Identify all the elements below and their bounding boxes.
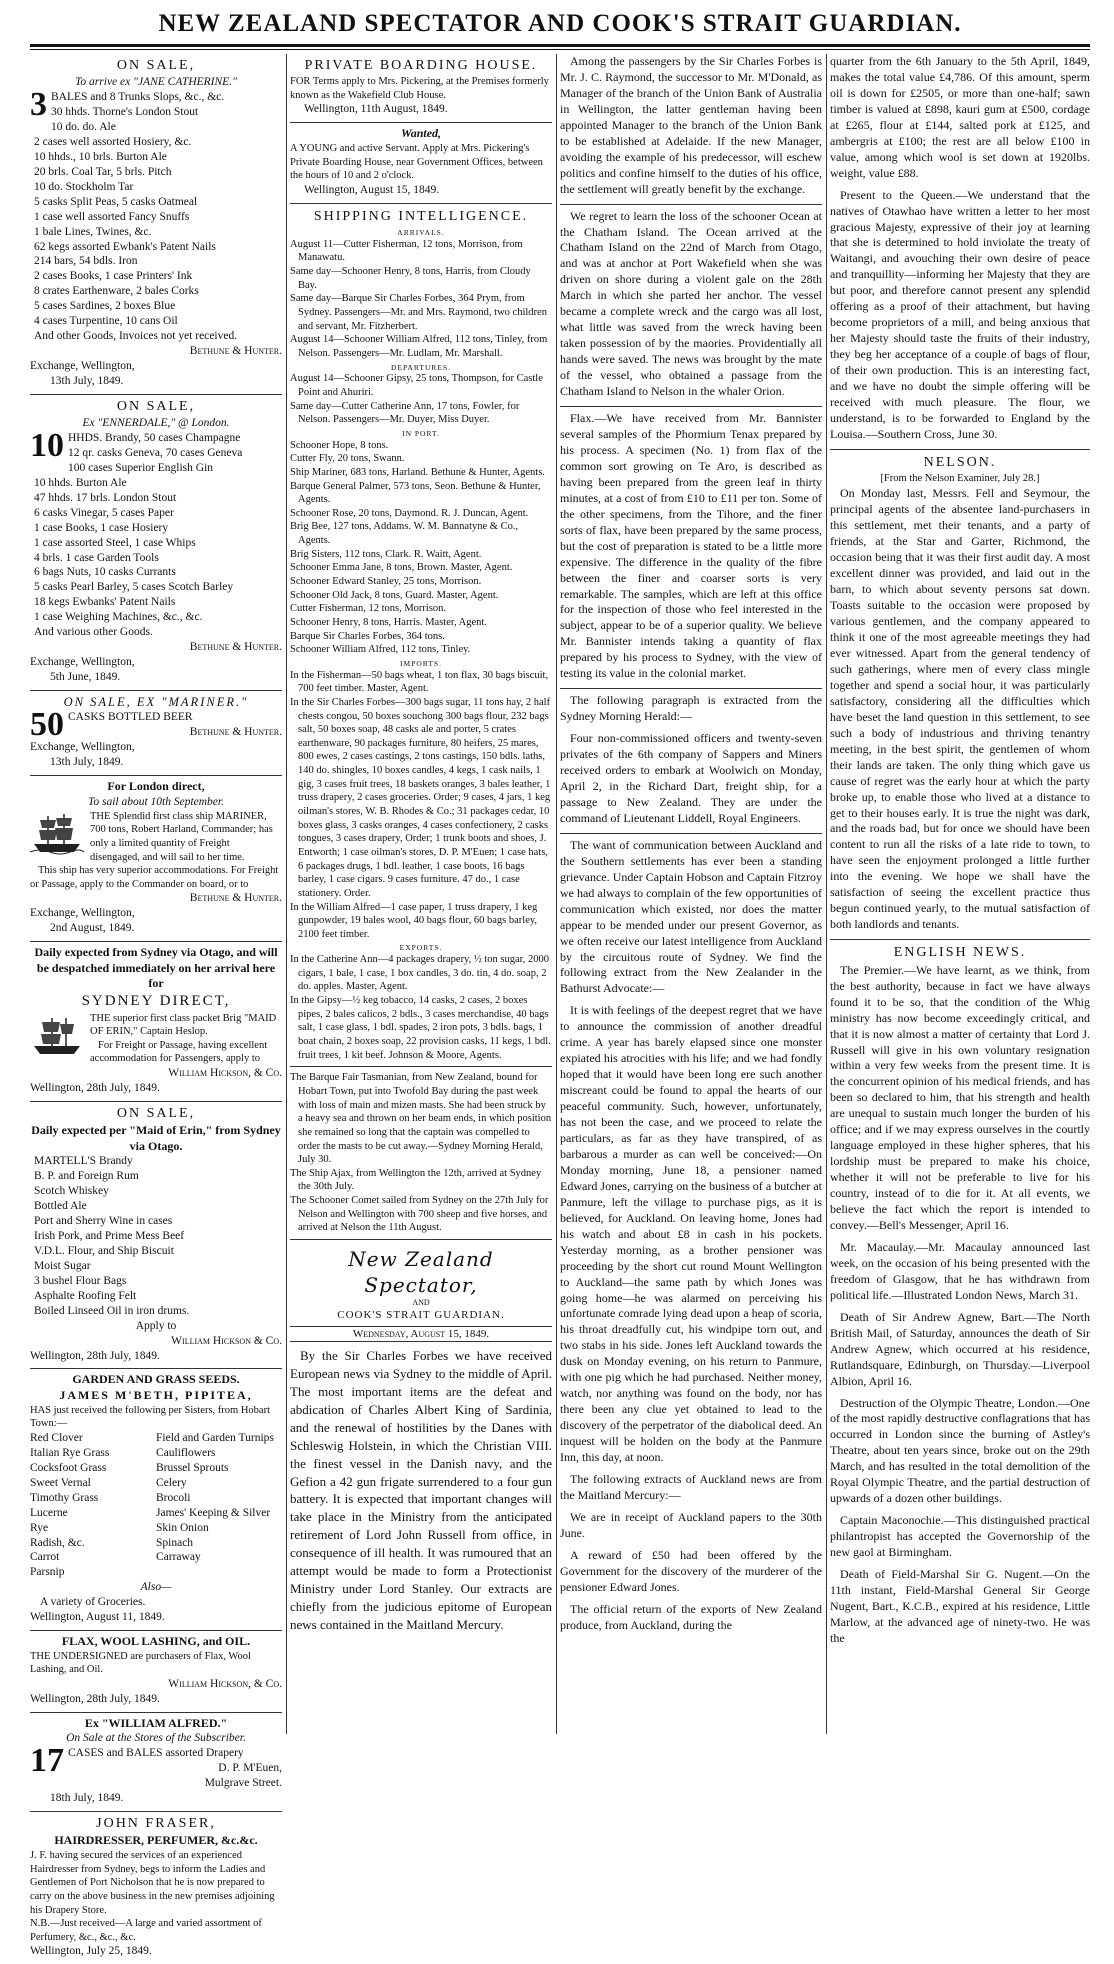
list-item: Schooner Rose, 20 tons, Daymond. R. J. Duncan, Agent. xyxy=(290,507,529,519)
advert-signature: Bethune & Hunter. xyxy=(189,726,282,739)
list-item: In the Sir Charles Forbes—300 bags sugar, 11 tons hay, 2 half chests congou, 50 boxes souchong 300 bags flour, 232 bags salt, 50 boxes soap, 48 casks ale and porter, 5 crates earthenware, 90 packages furniture, 80 heifers, 25 mares, 800 ewes, 2 cases castings, 2 tons castings, 150 bdls. laths, 140 do. shingles, 10 boxes candles, 4 kegs, 1 cask nails, 1 gig, 3 cases fruit trees, 18 baskets oranges, 3 bales leather, 1 truss drapery, 2 cases groceries. Order; 9 cases, 4 jars, 1 keg oilman's stores, W. B. Rhodes & Co.; 31 packages cedar, 10 boxes glass, 3 casks oranges, 4 cases confectionery, 2 casks tongues, 3 cases drapery, Order; 1 trunk boots and shoes, J. Entworth; 1 case oilman's stores, D. P. M'Euen; 1 case hats, 6 packages drugs, 1 bdl. leather, 1 case boots, 16 bags barley, 1 case cigars. 9 cases furniture. 47 do., 1 case stationery. Order. xyxy=(290,696,551,899)
list-item: BALES and 8 Trunks Slops, &c., &c. xyxy=(51,91,225,104)
seed-name: Rye xyxy=(30,1521,49,1534)
advert-line: CASES and BALES assorted Drapery xyxy=(68,1747,244,1760)
seed-row xyxy=(30,1476,282,1491)
list-item: 6 bags Nuts, 10 casks Currants xyxy=(34,566,176,579)
article-paragraph: It is with feelings of the deepest regret that we have to announce the commission of another dreadful crime. A year has barely elapsed since one monster expiated his atrocities with his life; and we had fondly hoped that it would have been long ere such another miscreant could be found to appal the hearts of our peaceful community. Such, however, unfortunately, has not been the case, and we proceed to relate the particulars, as far as they have transpired, of as barbarous a murder as can well be conceived:—On Monday morning, June 18, a pensioner named Edward Jones, carrying on the business of a butcher at Panmure, left the village to purchase pigs, as it is believed, for Auckland. On leaving home, Jones had his watch and about £8 in cash in his pockets. Yesterday morning, as a brother pensioner was proceeding by the short cut round Mount Wellington to Auckland—the same path by which Jones was going home—he was alarmed on perceiving his unfortunate comrade lying dead upon a heap of scoria, his throat dreadfully cut, his windpipe torn out, and two stabs in his side. Jones left Auckland towards the dusk on Monday evening, on his return to Panmure, with one pig which he had purchased. Neither money, watch, nor anything was found on the body, nor has there been any clue yet obtained to lead to the discovery of the perpetrator of the diabolical deed. An inquest will be holden on the body at the Panmure Inn, this day, at noon. xyxy=(560,1003,822,1465)
article-paragraph: Four non-commissioned officers and twenty-seven privates of the 6th company of Sappers and Miners received orders to embark at Woolwich on Monday, April 2, in the Richard Dart, freight ship, for a passage to New Zealand. They are under the command of Lieutenant Liddell, Royal Engineers. xyxy=(560,731,822,825)
shipping-notes xyxy=(290,1071,552,1235)
article-paragraph: Present to the Queen.—We understand that the natives of Otawhao have written a letter to her most gracious Majesty, expressive of their joy at learning that she is determined to hold inviolate the treaty of Waitangi, and avouching their own desire of peace and tranquillity—informing her Majesty that they are but poor, and therefore cannot present any splendid offering as a proof of their attachment, but having become proprietors of a mill, and being anxious that her Majesty should taste the fruits of their industry, they beg her acceptance of a couple of bags of flour, of their own production. This is an interesting fact, and we have no doubt the simple offering will be received with much pleasure. The flour, we understand, is to be forwarded to England by the Louisa.—Southern Cross, June 30. xyxy=(830,187,1090,441)
advert-title: JOHN FRASER, xyxy=(96,1816,216,1832)
departures-list xyxy=(290,372,552,427)
advert-place: Exchange, Wellington, xyxy=(30,656,135,669)
list-item: 62 kegs assorted Ewbank's Patent Nails xyxy=(34,240,216,253)
advert-boarding-house xyxy=(290,54,552,123)
list-item: Same day—Schooner Henry, 8 tons, Harris, from Cloudy Bay. xyxy=(290,266,531,291)
paper-name: New Zealand Spectator, xyxy=(348,1247,494,1297)
article-paragraph: On Monday last, Messrs. Fell and Seymour, the principal agents of the absentee land-purchasers in this settlement, met their tenants, and a party of friends, at the Star and Garter, Richmond, the occasion being that it was their first audit day. A most excellent dinner was provided, and laid out in the barn, to which about seventy persons sat down. Toasts suitable to the occasion were proposed by various gentlemen, and the company appeared to think it one of the most agreeable meetings they had ever witnessed. Apart from the general tendency of such gatherings, where men of every class mingle together and spend a social hour, it was particularly satisfactory, considering all the difficulties which have beset the land question in this settlement, to see such a body of industrious and thriving tenantry meeting, in the best spirit, the gentlemen of whom their lands are taken. The only thing which gave us cause of regret was the early hour at which the party broke up, to enable those who lived at a distance to get to their houses early. It is true the night was dark, and the roads bad, but for once we should have been content to run all the risks of a late ride to town, to have seen the enjoyment prolonged a little further into the evening. We hope we shall have the satisfaction of seeing the excellent practice thus begun continued yearly, to the mutual satisfaction of both landlords and tenants. xyxy=(830,486,1090,932)
advert-subtitle: To arrive ex "JANE CATHERINE." xyxy=(75,76,237,89)
advert-jane-catherine xyxy=(30,54,282,395)
article-paragraph: Destruction of the Olympic Theatre, London.—One of the most rapidly destructive conflagrations that has occurred in London since the burning of Astley's Theatre, about ten years since, broke out on the 29th March, and has resulted in the total demolition of the Royal Olympic Theatre, and the partial destruction of upwards of a dozen other buildings. xyxy=(830,1395,1090,1506)
goods-list xyxy=(30,1154,282,1318)
advert-date: Wellington, August 15, 1849. xyxy=(304,183,440,196)
article-paragraph: Captain Maconochie.—This distinguished practical philantropist has accepted the Governorship of the new gaol at Birmingham. xyxy=(830,1513,1090,1560)
advert-signature: Bethune & Hunter. xyxy=(189,892,282,905)
seed-row xyxy=(30,1550,282,1565)
seed-list xyxy=(30,1431,282,1580)
subsection-title: IMPORTS. xyxy=(400,658,442,668)
list-item: 214 bars, 54 bdls. Iron xyxy=(34,255,138,268)
masthead-rule xyxy=(30,44,1090,50)
column-2 xyxy=(290,54,552,1734)
column-rule xyxy=(286,54,287,1734)
seed-name: Red Clover xyxy=(30,1431,83,1444)
list-item: Schooner Edward Stanley, 25 tons, Morrison. xyxy=(290,576,482,588)
divider xyxy=(830,939,1090,940)
list-item: 1 bale Lines, Twines, &c. xyxy=(34,225,152,238)
article-paragraph: The following paragraph is extracted from the Sydney Morning Herald:— xyxy=(560,693,822,724)
seed-name: Cocksfoot Grass xyxy=(30,1461,107,1474)
seed-name: Timothy Grass xyxy=(30,1491,99,1504)
advert-number: 3 xyxy=(30,86,47,124)
advert-subtitle: Ex "ENNERDALE," @ London. xyxy=(82,417,230,430)
list-item: Brig Sisters, 112 tons, Clark. R. Waitt, Agent. xyxy=(290,548,482,560)
subsection-title: IN PORT. xyxy=(402,428,440,438)
seed-row xyxy=(30,1565,282,1580)
advert-place: Mulgrave Street. xyxy=(204,1777,282,1790)
divider xyxy=(290,1066,552,1067)
advert-title: PRIVATE BOARDING HOUSE. xyxy=(304,58,538,73)
list-item: 10 hhds. Burton Ale xyxy=(34,476,127,489)
advert-maid-of-erin xyxy=(30,1102,282,1370)
list-item: V.D.L. Flour, and Ship Biscuit xyxy=(34,1244,174,1257)
advert-body-2: N.B.—Just received—A large and varied assortment of Perfumery, &c., &c., &c. xyxy=(30,1918,262,1943)
list-item: Asphalte Roofing Felt xyxy=(34,1289,137,1302)
advert-signature: Bethune & Hunter. xyxy=(189,641,282,654)
advert-subtitle: Daily expected per "Maid of Erin," from Sydney via Otago. xyxy=(31,1123,281,1153)
subsection-title: ARRIVALS. xyxy=(397,228,445,238)
list-item: 47 hhds. 17 brls. London Stout xyxy=(34,491,177,504)
list-item: Scotch Whiskey xyxy=(34,1185,109,1198)
advert-seeds xyxy=(30,1369,282,1631)
list-item: In the Gipsy—½ keg tobacco, 14 casks, 2 cases, 2 boxes pipes, 2 bales calicos, 2 bdls., 3 cases merchandise, 40 bags salt, 1 case glass, 1 bdl. spades, 2 iron pots, 3 bdls. bags, 1 boat chain, 2 boxes soap, 22 provision casks, 11 kegs, 1 bdl. fruit trees, 1 kit beef. Johnson & Moore, Agents. xyxy=(290,995,551,1061)
advert-body: FOR Terms apply to Mrs. Pickering, at the Premises formerly known as the Wakefield Club House. xyxy=(290,76,549,101)
goods-list xyxy=(30,86,282,344)
divider xyxy=(560,688,822,689)
advert-title: FLAX, WOOL LASHING, and OIL. xyxy=(61,1634,251,1649)
list-item: HHDS. Brandy, 50 cases Champagne xyxy=(68,432,241,444)
advert-william-alfred xyxy=(30,1713,282,1812)
article-paragraph: We regret to learn the loss of the schooner Ocean at the Chatham Island. The Ocean arrived at the Chatham Island on the 22nd of March from Otago, and was at anchor at Port Wakefield when she was driven on shore during a violent gale on the 28th March in which she parted her anchor. The vessel became a complete wreck and the cargo was all lost, what little was saved from the wreck having been taken possession of by the maories. Providentially all hands were saved. The news was brought by the mate of the vessel, who obtained a passage from the Chatham Island to Nelson in the whaler Orion. xyxy=(560,208,822,399)
arrivals-list xyxy=(290,238,552,361)
list-item: Irish Pork, and Prime Mess Beef xyxy=(34,1230,185,1243)
seed-row xyxy=(30,1446,282,1461)
list-item: Brig Bee, 127 tons, Addams. W. M. Bannatyne & Co., Agents. xyxy=(290,521,519,547)
list-item: 10 hhds., 10 brls. Burton Ale xyxy=(34,150,167,163)
list-item: Moist Sugar xyxy=(34,1259,91,1272)
list-item: 5 cases Sardines, 2 boxes Blue xyxy=(34,300,176,313)
divider xyxy=(560,833,822,834)
list-item: Schooner Henry, 8 tons, Harris. Master, Agent. xyxy=(290,616,487,628)
seed-name: Carraway xyxy=(156,1551,201,1564)
advert-london-direct xyxy=(30,776,282,942)
ship-icon xyxy=(30,1014,84,1056)
advert-sydney-direct xyxy=(30,942,282,1102)
list-item: 10 do. do. Ale xyxy=(51,121,116,133)
advert-number: 10 xyxy=(30,427,64,464)
advert-also: Also— xyxy=(140,1581,172,1594)
seed-row xyxy=(30,1461,282,1476)
list-item: Barque Sir Charles Forbes, 364 tons. xyxy=(290,630,445,642)
advert-title: ON SALE, xyxy=(116,398,196,414)
advert-date: Wellington, 28th July, 1849. xyxy=(30,1349,160,1362)
advert-body-2: This ship has very superior accommodations. For Freight or Passage, apply to the Commander on board, or to xyxy=(30,865,279,890)
list-item: Cutter Fisherman, 12 tons, Morrison. xyxy=(290,603,447,615)
list-item: Ship Mariner, 683 tons, Harland. Bethune & Hunter, Agents. xyxy=(290,466,545,478)
list-item: 6 casks Vinegar, 5 cases Paper xyxy=(34,506,174,519)
article-paragraph: The Premier.—We have learnt, as we think, from the best authority, because in fact we have always found it to be so, that the condition of the Whig ministry has now become exceedingly critical, and that it is now almost a matter of certainty that Lord J. Russell will give in his own voluntary resignation within a very few weeks from the present time. It is the concurrent opinion of his medical friends, and has been so declared to him, that his strength and health are unequal to sustain much longer the burden of his office; and if we may express ourselves in the courtly language employed in these higher spheres, that his lordship must be prepared to make his choice, whether it will not be preferable to live for his country, instead of to die for it. At all events, we believe the fact which the report is intended to convey.—Bell's Messenger, April 16. xyxy=(830,962,1090,1232)
divider xyxy=(560,204,822,205)
list-item: Schooner Hope, 8 tons. xyxy=(290,439,389,451)
seed-row xyxy=(30,1536,282,1551)
list-item: 18 kegs Ewbanks' Patent Nails xyxy=(34,596,176,609)
advert-name: JAMES M'BETH, PIPITEA, xyxy=(59,1388,253,1403)
list-item: 1 case well assorted Fancy Snuffs xyxy=(34,210,190,223)
advert-date: Wellington, 11th August, 1849. xyxy=(304,103,448,116)
advert-date: Wellington, July 25, 1849. xyxy=(30,1945,152,1958)
advert-title: ON SALE, xyxy=(116,1105,196,1121)
article-paragraph: Among the passengers by the Sir Charles Forbes is Mr. J. C. Raymond, the successor to Mr. M'Donald, as Manager of the branch of the Union Bank of Australia in Wellington, the latter gentleman having been appointed Manager to the branch of the Union Bank to be established at Adelaide. If the new Manager, avoiding the example of his predecessor, will eschew politics and confine himself to the duties of his office, the settlement will greatly benefit by the exchange. xyxy=(560,54,822,196)
column-4 xyxy=(830,54,1090,1734)
list-item: 100 cases Superior English Gin xyxy=(68,461,214,474)
advert-date: Wellington, 28th July, 1849. xyxy=(30,1082,160,1095)
list-item: And other Goods, Invoices not yet received. xyxy=(34,330,238,343)
advert-ennerdale xyxy=(30,395,282,691)
advert-signature: William Hickson & Co. xyxy=(171,1334,282,1347)
advert-date: Wellington, 28th July, 1849. xyxy=(30,1692,160,1705)
advert-body: THE Splendid first class ship MARINER, 700 tons, Robert Harland, Commander; has only a limited quantity of Freight disengaged, and will sail to her time. xyxy=(90,810,273,863)
divider xyxy=(560,406,822,407)
list-item: B. P. and Foreign Rum xyxy=(34,1170,139,1183)
paper-date: Wednesday, August 15, 1849. xyxy=(290,1326,552,1342)
article-paragraph: Mr. Macaulay.—Mr. Macaulay announced last week, on the occasion of his being presented with the freedom of Glasgow, that he has withdrawn from political life.—Illustrated London News, March 31. xyxy=(830,1239,1090,1302)
seed-name: Parsnip xyxy=(30,1566,65,1579)
paper-and: AND xyxy=(412,1298,430,1307)
list-item: Bottled Ale xyxy=(34,1200,87,1213)
seed-name xyxy=(156,1565,282,1580)
advert-signature: D. P. M'Euen, xyxy=(218,1762,282,1775)
seed-name: Italian Rye Grass xyxy=(30,1446,110,1459)
list-item: 2 cases well assorted Hosiery, &c. xyxy=(34,135,192,148)
advert-place: Exchange, Wellington, xyxy=(30,360,135,372)
seed-row xyxy=(30,1431,282,1446)
list-item: 12 qr. casks Geneva, 70 cases Geneva xyxy=(68,446,243,459)
subsection-title: DEPARTURES. xyxy=(390,362,452,372)
advert-date: 5th June, 1849. xyxy=(50,671,121,683)
list-item: 5 casks Split Peas, 5 casks Oatmeal xyxy=(34,195,198,208)
list-item: 20 brls. Coal Tar, 5 brls. Pitch xyxy=(34,165,172,178)
column-rule xyxy=(556,54,557,1734)
advert-body: THE superior first class packet Brig "MAID OF ERIN," Captain Heslop. xyxy=(90,1012,277,1038)
advert-apply: Apply to xyxy=(135,1319,177,1332)
article-paragraph: A reward of £50 had been offered by the Government for the discovery of the murderer of the pensioner Edward Jones. xyxy=(560,1547,822,1594)
advert-date: 13th July, 1849. xyxy=(50,756,124,769)
advert-subtitle: HAIRDRESSER, PERFUMER, &c.&c. xyxy=(54,1833,258,1848)
advert-mariner-beer xyxy=(30,691,282,776)
list-item: 2 cases Books, 1 case Printers' Ink xyxy=(34,270,193,283)
imports-list xyxy=(290,669,552,942)
advert-date: 13th July, 1849. xyxy=(50,374,124,387)
advert-title: Wanted, xyxy=(400,126,442,141)
list-item: 1 case Books, 1 case Hosiery xyxy=(34,521,169,534)
list-item: Schooner Old Jack, 8 tons, Guard. Master, Agent. xyxy=(290,589,499,601)
advert-also-text: A variety of Groceries. xyxy=(40,1596,146,1609)
list-item: In the Fisherman—50 bags wheat, 1 ton flax, 30 bags biscuit, 700 feet timber. Master, Agent. xyxy=(290,669,549,695)
list-item: 1 case assorted Steel, 1 case Whips xyxy=(34,536,196,549)
list-item: 5 casks Pearl Barley, 5 cases Scotch Barley xyxy=(34,581,234,594)
advert-date: 2nd August, 1849. xyxy=(50,922,135,935)
advert-place: Exchange, Wellington, xyxy=(30,907,135,920)
list-item: In the William Alfred—1 case paper, 1 truss drapery, 1 keg gunpowder, 19 bales wool, 40 bags flour, 60 bags barley, 2100 feet timber. xyxy=(290,901,538,940)
list-item: Boiled Linseed Oil in iron drums. xyxy=(34,1304,190,1317)
list-item: 4 cases Turpentine, 10 cans Oil xyxy=(34,315,178,328)
list-item: MARTELL'S Brandy xyxy=(34,1155,133,1168)
article-paragraph: The following extracts of Auckland news are from the Maitland Mercury:— xyxy=(560,1472,822,1502)
seed-name: Brocoli xyxy=(156,1491,191,1504)
lead-article: By the Sir Charles Forbes we have received European news via Sydney to the middle of April. The most important items are the defeat and abdication of Charles Albert King of Sardinia, and the renewal of hostilities by the Danes with Schleswig Holstein, in which the Christian VIII. the finest vessel in the Danish navy, and the Gefion a 42 gun frigate surrendered to a four gun battery. It is expected that important changes will take place in the Ministry from the anticipated retirement of Lord John Russell from office, in consequence of ill health. It was rumoured that an attempt would be made to form a Protectionist Ministry under Lord Stanley. Our extracts are chiefly from the judicious epitome of European news contained in the Maitland Mercury. xyxy=(290,1347,552,1633)
advert-signature: Bethune & Hunter. xyxy=(189,345,282,358)
list-item: Schooner Emma Jane, 8 tons, Brown. Master, Agent. xyxy=(290,562,513,574)
section-title: ENGLISH NEWS. xyxy=(893,945,1027,961)
article-paragraph: Death of Sir Andrew Agnew, Bart.—The North British Mail, of Saturday, announces the death of Sir Andrew Agnew, which occurred at his residence, Rutlandsquare, Edinburgh, on Thursday.—Liverpool Albion, April 16. xyxy=(830,1309,1090,1388)
seed-name: Lucerne xyxy=(30,1506,68,1519)
list-item: Same day—Cutter Catherine Ann, 17 tons, Fowler, for Nelson. Passengers—Mr. Duyer, Miss Duyer. xyxy=(290,400,520,426)
seed-name: Brussel Sprouts xyxy=(156,1461,229,1474)
list-item: August 11—Cutter Fisherman, 12 tons, Morrison, from Manawatu. xyxy=(290,238,523,264)
list-item: August 14—Schooner Gipsy, 25 tons, Thompson, for Castle Point and Ahuriri. xyxy=(290,373,543,398)
advert-title: ON SALE, xyxy=(116,58,196,73)
list-item: Barque General Palmer, 573 tons, Seon. Bethune & Hunter, Agents. xyxy=(290,480,541,506)
list-item: Port and Sherry Wine in cases xyxy=(34,1215,173,1228)
seed-name: Spinach xyxy=(156,1536,194,1549)
seed-row xyxy=(30,1491,282,1506)
column-rule xyxy=(826,54,827,1734)
advert-line: CASKS BOTTLED BEER xyxy=(68,711,193,724)
advert-title: ON SALE, EX "MARINER." xyxy=(63,694,249,709)
advert-number: 50 xyxy=(30,706,64,744)
advert-body: A YOUNG and active Servant. Apply at Mrs. Pickering's Private Boarding House, near Government Offices, between the hours of 10 and 2 o'clock. xyxy=(290,143,543,182)
advert-date: Wellington, August 11, 1849. xyxy=(30,1611,165,1624)
divider xyxy=(830,449,1090,450)
seed-name: Radish, &c. xyxy=(30,1536,85,1549)
list-item: Same day—Barque Sir Charles Forbes, 364 Prym, from Sydney. Passengers—Mr. and Mrs. Raymond, two children and servant, Mr. Fitzherbert. xyxy=(290,293,547,332)
shipping-intelligence xyxy=(290,208,552,1240)
seed-name: Field and Garden Turnips xyxy=(156,1431,274,1444)
list-item: 3 bushel Flour Bags xyxy=(34,1274,127,1287)
advert-title: Ex "WILLIAM ALFRED." xyxy=(84,1715,228,1730)
advert-body-2: For Freight or Passage, having excellent accommodation for Passengers, apply to xyxy=(90,1039,268,1065)
list-item: And various other Goods. xyxy=(34,626,153,639)
paper-subtitle: COOK'S STRAIT GUARDIAN. xyxy=(337,1309,505,1322)
section-title: SHIPPING INTELLIGENCE. xyxy=(313,208,529,224)
list-item: Cutter Fly, 20 tons, Swann. xyxy=(290,453,405,465)
advert-john-fraser xyxy=(30,1812,282,1964)
seed-name: Cauliflowers xyxy=(156,1446,216,1459)
article-paragraph: We are in receipt of Auckland papers to the 30th June. xyxy=(560,1509,822,1540)
seed-row xyxy=(30,1521,282,1536)
section-source: [From the Nelson Examiner, July 28.] xyxy=(880,473,1040,485)
advert-subtitle: On Sale at the Stores of the Subscriber. xyxy=(66,1732,246,1745)
advert-title: GARDEN AND GRASS SEEDS. xyxy=(72,1372,240,1387)
advert-title: Daily expected from Sydney via Otago, and will be despatched immediately on her arrival here for xyxy=(34,945,278,991)
list-item: The Schooner Comet sailed from Sydney on the 27th July for Nelson and Wellington with 700 sheep and five horses, and arrived at Nelson the 11th August. xyxy=(290,1195,549,1234)
advert-number: 17 xyxy=(30,1742,64,1780)
goods-list xyxy=(30,427,282,640)
advert-flax xyxy=(30,1631,282,1713)
masthead: NEW ZEALAND SPECTATOR AND COOK'S STRAIT GUARDIAN. xyxy=(158,10,962,37)
advert-title: For London direct, xyxy=(107,779,205,794)
ship-icon xyxy=(30,812,84,854)
column-3 xyxy=(560,54,822,1734)
section-title: NELSON. xyxy=(923,454,997,470)
advert-intro: HAS just received the following per Sisters, from Hobart Town:— xyxy=(30,1404,270,1430)
list-item: 10 do. Stockholm Tar xyxy=(34,180,134,193)
article-paragraph: Death of Field-Marshal Sir G. Nugent.—On the 11th instant, Field-Marshal General Sir George Nugent, Bart., K.C.B., expired at his residence, Little Marlow, at the advanced age of ninety-two. He was the xyxy=(830,1567,1090,1645)
paper-banner xyxy=(290,1240,552,1634)
advert-body: J. F. having secured the services of an experienced Hairdresser from Sydney, begs to inform the Ladies and Gentlemen of Port Nicholson that he is now prepared to carry on the above business in the new premises adjoining his Drapery Store. xyxy=(30,1849,275,1916)
list-item: 1 case Weighing Machines, &c., &c. xyxy=(34,611,203,624)
list-item: Schooner William Alfred, 112 tons, Tinley. xyxy=(290,644,471,656)
article-paragraph: quarter from the 6th January to the 5th April, 1849, makes the total value £4,786. Of this amount, sperm oil is down for £2505, or more than one-half; sawn timber is valued at £898, kauri gum at £500, cordage at £265, flour at £144, salted pork at £125, and ambergris at £100; the rest are all below £100 in value, among which wool is set down at 1920lbs. weight, value £88. xyxy=(830,54,1090,180)
list-item: The Barque Fair Tasmanian, from New Zealand, bound for Hobart Town, put into Twofold Bay during the past week with loss of main and mizen masts. She had been struck by a heavy sea and thrown on her beam ends, in which position she remained so long that the captain was compelled to order the masts to be cut away.—Sydney Morning Herald, July 30. xyxy=(290,1072,552,1166)
advert-wanted xyxy=(290,123,552,203)
list-item: 8 crates Earthenware, 2 bales Corks xyxy=(34,285,199,298)
in-port-list xyxy=(290,439,552,657)
advert-subtitle: To sail about 10th September. xyxy=(88,795,224,808)
exports-list xyxy=(290,953,552,1062)
advert-place: Exchange, Wellington, xyxy=(30,741,135,754)
seed-name: Celery xyxy=(156,1476,187,1489)
list-item: 4 brls. 1 case Garden Tools xyxy=(34,551,159,564)
advert-body: THE UNDERSIGNED are purchasers of Flax, Wool Lashing, and Oil. xyxy=(30,1650,251,1676)
advert-signature: William Hickson, & Co. xyxy=(168,1678,282,1690)
article-paragraph: The official return of the exports of New Zealand produce, from Auckland, during the xyxy=(560,1601,822,1632)
article-paragraph: Flax.—We have received from Mr. Bannister several samples of the Phormium Tenax prepared by his process. A specimen (No. 1) from flax of the common sort growing on Te Aro, is described as having been prepared from the green leaf in thirty minutes, at a cost of from £10 to £11 per ton. Some of the other specimens, from the Tihore, and the finer sorts of flax, have been prepared by the same process, but the cost of preparation is stated to be a little more expensive. The difference in the quality of the fibre between the finer and coarser sorts is very remarkable. The samples, which are left at this office for the inspection of those who feel interested in the subject, appear to be of a superior quality. We believe Mr. Bannister intends taking a quantity of flax prepared by his process to Sydney, with the view of testing its value in the colonial market. xyxy=(560,411,822,681)
advert-signature: William Hickson, & Co. xyxy=(168,1067,282,1080)
advert-date: 18th July, 1849. xyxy=(50,1792,124,1805)
list-item: In the Catherine Ann—4 packages drapery, ½ ton sugar, 2000 cigars, 1 bale, 1 case, 1 box candles, 3 do. tin, 4 do. soap, 2 do. apples. Master, Agent. xyxy=(290,954,549,993)
seed-name: Carrot xyxy=(30,1551,60,1564)
seed-name: Skin Onion xyxy=(156,1521,209,1534)
list-item: The Ship Ajax, from Wellington the 12th, arrived at Sydney the 30th July. xyxy=(290,1167,542,1193)
list-item: August 14—Schooner William Alfred, 112 tons, Tinley, from Nelson. Passengers—Mr. Ludlam, Mr. Marshall. xyxy=(290,334,548,359)
seed-name: Sweet Vernal xyxy=(30,1476,91,1489)
list-item: 30 hhds. Thorne's London Stout xyxy=(51,106,199,119)
article-paragraph: The want of communication between Auckland and the Southern settlements has ever been a standing grievance. Under Captain Hobson and Captain Fitzroy we had always to complain of the few opportunities of communication which existed, nor does the matter appear to be mended under our present Governor, as we often receive our latest intelligence from Auckland by the circuitous route of Sydney. We find the following extract from the New Zealander in the Bathurst Advocate:— xyxy=(560,837,822,996)
advert-destination: SYDNEY DIRECT, xyxy=(81,993,231,1010)
column-1 xyxy=(30,54,282,1958)
seed-row xyxy=(30,1506,282,1521)
seed-name: James' Keeping & Silver xyxy=(156,1506,271,1519)
subsection-title: EXPORTS. xyxy=(399,943,443,953)
